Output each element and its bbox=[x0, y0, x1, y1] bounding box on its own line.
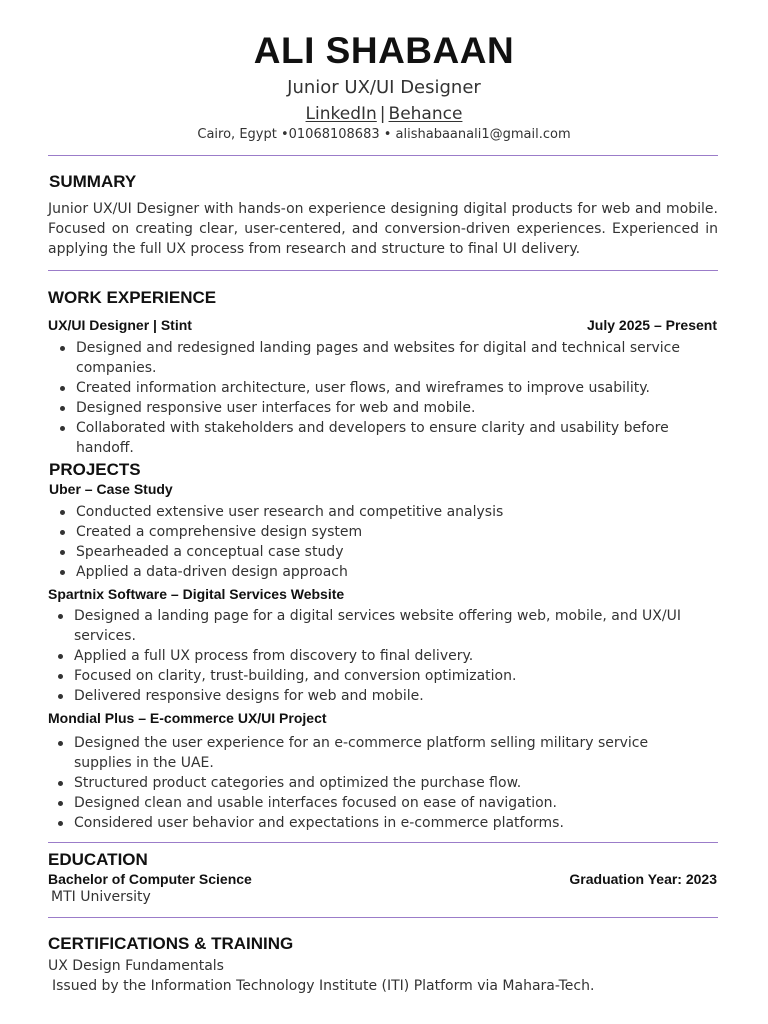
work-experience-heading: WORK EXPERIENCE bbox=[48, 288, 217, 307]
project-bullets bbox=[48, 502, 688, 582]
summary-heading: SUMMARY bbox=[49, 172, 137, 191]
contact-info: Cairo, Egypt •01068108683 • alishabaanali1@gmail.com bbox=[197, 127, 571, 142]
degree: Bachelor of Computer Science bbox=[48, 871, 252, 887]
list-item: Created information architecture, user flows, and wireframes to improve usability. bbox=[48, 378, 688, 398]
education-heading: EDUCATION bbox=[48, 850, 148, 869]
candidate-name: ALI SHABAAN bbox=[253, 30, 515, 71]
list-item: Designed and redesigned landing pages and websites for digital and technical service companies. bbox=[48, 338, 688, 378]
list-item: Designed the user experience for an e-commerce platform selling military service supplies in the UAE. bbox=[46, 733, 686, 773]
project-name: Mondial Plus – E-commerce UX/UI Project bbox=[48, 710, 327, 726]
list-item: Applied a data-driven design approach bbox=[48, 562, 688, 582]
job-dates: July 2025 – Present bbox=[587, 317, 717, 333]
divider bbox=[48, 270, 718, 271]
behance-link[interactable]: Behance bbox=[388, 104, 463, 124]
list-item: Spearheaded a conceptual case study bbox=[48, 542, 688, 562]
project-bullets bbox=[46, 733, 686, 833]
list-item: Created a comprehensive design system bbox=[48, 522, 688, 542]
link-separator: | bbox=[379, 104, 386, 124]
linkedin-link[interactable]: LinkedIn bbox=[305, 104, 377, 124]
list-item: Designed a landing page for a digital services website offering web, mobile, and UX/UI services. bbox=[46, 606, 686, 646]
list-item: Collaborated with stakeholders and developers to ensure clarity and usability before handoff. bbox=[48, 418, 688, 458]
project-name: Spartnix Software – Digital Services Website bbox=[48, 586, 345, 602]
list-item: Delivered responsive designs for web and mobile. bbox=[46, 686, 686, 706]
summary-text: Junior UX/UI Designer with hands-on experience designing digital products for web and mobile. Focused on creating clear, user-centered, and conversion-driven experiences. Experienced in applying the full UX process from research and structure to final UI delivery. bbox=[48, 201, 718, 257]
list-item: Applied a full UX process from discovery to final delivery. bbox=[46, 646, 686, 666]
job-role: UX/UI Designer | Stint bbox=[48, 317, 192, 333]
list-item: Designed clean and usable interfaces focused on ease of navigation. bbox=[46, 793, 686, 813]
job-title: Junior UX/UI Designer bbox=[287, 77, 481, 98]
list-item: Focused on clarity, trust-building, and conversion optimization. bbox=[46, 666, 686, 686]
school-name: MTI University bbox=[51, 889, 151, 905]
divider bbox=[48, 155, 718, 156]
course-name: UX Design Fundamentals bbox=[48, 958, 224, 974]
project-name: Uber – Case Study bbox=[49, 481, 173, 497]
list-item: Conducted extensive user research and competitive analysis bbox=[48, 502, 688, 522]
course-issuer: Issued by the Information Technology Institute (ITI) Platform via Mahara-Tech. bbox=[52, 978, 595, 994]
list-item: Designed responsive user interfaces for web and mobile. bbox=[48, 398, 688, 418]
graduation-year: Graduation Year: 2023 bbox=[569, 871, 717, 887]
list-item: Structured product categories and optimized the purchase flow. bbox=[46, 773, 686, 793]
certifications-heading: CERTIFICATIONS & TRAINING bbox=[48, 934, 294, 953]
list-item: Considered user behavior and expectations in e-commerce platforms. bbox=[46, 813, 686, 833]
projects-heading: PROJECTS bbox=[49, 460, 141, 479]
profile-links bbox=[0, 103, 768, 125]
project-bullets bbox=[46, 606, 686, 706]
divider bbox=[48, 842, 718, 843]
divider bbox=[48, 917, 718, 918]
job-bullets bbox=[48, 338, 688, 458]
